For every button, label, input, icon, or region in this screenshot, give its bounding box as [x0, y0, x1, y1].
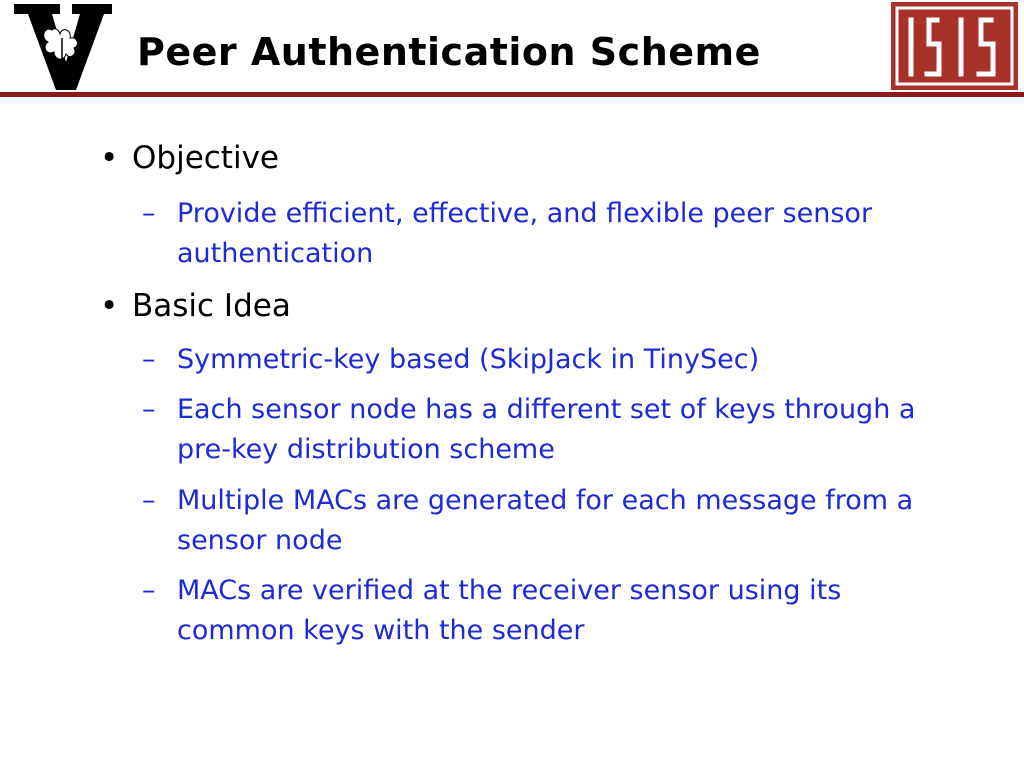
title-divider — [0, 92, 1024, 97]
vanderbilt-v-logo — [14, 2, 114, 92]
dash-marker: – — [142, 575, 156, 606]
bullet-label: Basic Idea — [132, 288, 291, 324]
dash-marker: – — [142, 344, 156, 375]
sub-bullet-text: Provide efficient, effective, and flexible peer sensor authentication — [177, 198, 873, 269]
sub-bullet-text: Symmetric-key based (SkipJack in TinySec) — [177, 344, 760, 375]
bullet-marker: • — [100, 140, 119, 176]
slide-title: Peer Authentication Scheme — [137, 30, 761, 74]
bullet-label: Objective — [132, 140, 279, 176]
dash-marker: – — [142, 394, 156, 425]
sub-bullet-text: MACs are verified at the receiver sensor using its common keys with the sender — [177, 575, 842, 646]
bullet-marker: • — [100, 288, 119, 324]
sub-bullet-text: Multiple MACs are generated for each message from a sensor node — [177, 485, 914, 556]
dash-marker: – — [142, 485, 156, 516]
sub-bullet — [142, 194, 942, 276]
isis-logo — [891, 2, 1018, 90]
dash-marker: – — [142, 198, 156, 229]
sub-bullet-text: Each sensor node has a different set of keys through a pre-key distribution scheme — [177, 394, 916, 465]
